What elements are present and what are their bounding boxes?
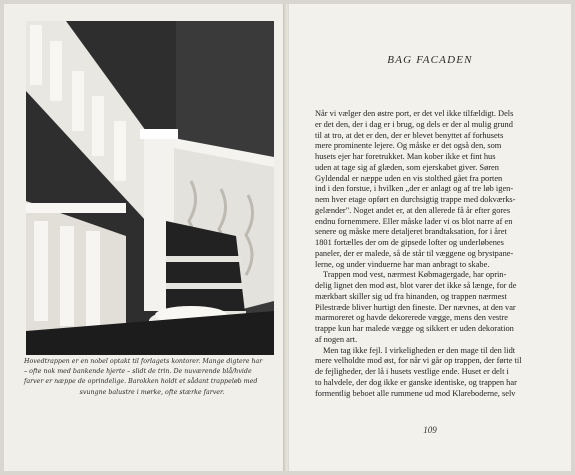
staircase-photo bbox=[26, 21, 274, 355]
caption-line: svungne balustre i mørke, ofte stærke farver. bbox=[79, 388, 225, 396]
text-line: de fejligheder, der lå i husets vestlige ende. Huset er delt i bbox=[315, 367, 509, 376]
caption-line: Hovedtrappen er en nobel optakt til forlagets kontorer. Mange digtere har bbox=[24, 358, 263, 365]
text-line: lerne, og under vinduerne har man anbragt to skabe. bbox=[315, 259, 490, 269]
text-line: 1801 fortælles der om de gipsede lofter og underløbenes bbox=[315, 238, 504, 247]
text-line: formentlig beboet alle rummene ud mod Klareboderne, selv bbox=[315, 388, 516, 398]
page-number: 109 bbox=[423, 425, 437, 435]
text-line: uden at tage sig af glæden, som ejerskabet giver. Søren bbox=[315, 162, 499, 172]
text-line: gelænder". Noget andet er, at den allerede få år efter gores bbox=[315, 205, 511, 215]
text-line: trappe kun har malede vægge og sikkert er uden dekoration bbox=[315, 324, 514, 333]
text-line: ind i den forstue, i hvilken „der er anlagt og af tre løb igen- bbox=[315, 184, 514, 194]
text-line: Når vi vælger den østre port, er det vel ikke tilfældigt. Dels bbox=[315, 109, 514, 118]
caption-line: farver er næppe de oprindelige. Barokken holdt et sådant trappeløb med bbox=[24, 378, 258, 386]
caption-line: – ofte nok med bankende hjerte – slidt de trin. De nuværende blå/hvide bbox=[24, 368, 252, 376]
text-line: mærkbart skiller sig ud fra hinanden, og trappen nærmest bbox=[315, 291, 507, 301]
photo-caption bbox=[24, 357, 280, 398]
text-line: Men tag ikke fejl. I virkeligheden er den mage til den lidt bbox=[323, 345, 516, 355]
text-line: er det den, der i dag er i brug, og dels er der al mulig grund bbox=[315, 119, 513, 129]
text-line: delig lignet den mod øst, blot varer det ikke så længe, for de bbox=[315, 281, 517, 290]
text-line: marmoreret og havde dekorerede vægge, mens den vestre bbox=[315, 313, 509, 323]
text-line: Gyldendal er næppe uden en vis stolthed gået fra porten bbox=[315, 173, 503, 183]
text-line: mere velholdte mod øst, for når vi går op trappen, der førte til bbox=[315, 356, 522, 366]
running-head: BAG FACADEN bbox=[387, 54, 473, 66]
text-line: til at tro, at det er den, der er blevet benyttet af forhusets bbox=[315, 130, 504, 140]
text-line: mere prominente lejere. Og måske er det også den, som bbox=[315, 141, 502, 151]
text-line: Pilestræde bliver hurtigt den fineste. Der nævnes, at den var bbox=[315, 302, 516, 312]
text-line: endnu fornemmere. Eller måske lader vi os blot narre af en bbox=[315, 216, 513, 226]
left-page bbox=[4, 4, 285, 471]
text-line: nem hver etage opført en durchsigtig trappe med dokværks- bbox=[315, 195, 516, 204]
text-line: paneler, der er malede, så de står til væggene og brystpane- bbox=[315, 248, 514, 258]
text-line: Trappen mod vest, nærmest Købmagergade, har oprin- bbox=[323, 270, 507, 280]
body-text bbox=[315, 109, 561, 399]
text-line: husets ejer har foretrukket. Man kober ikke et fint hus bbox=[315, 152, 496, 161]
text-line: senere og måske mere detaljeret brandtaksation, for i året bbox=[315, 227, 507, 237]
right-page bbox=[289, 4, 571, 471]
text-line: to halvdele, der dog ikke er ganske identiske, og trappen har bbox=[315, 377, 517, 387]
text-line: af nogen art. bbox=[315, 334, 358, 344]
